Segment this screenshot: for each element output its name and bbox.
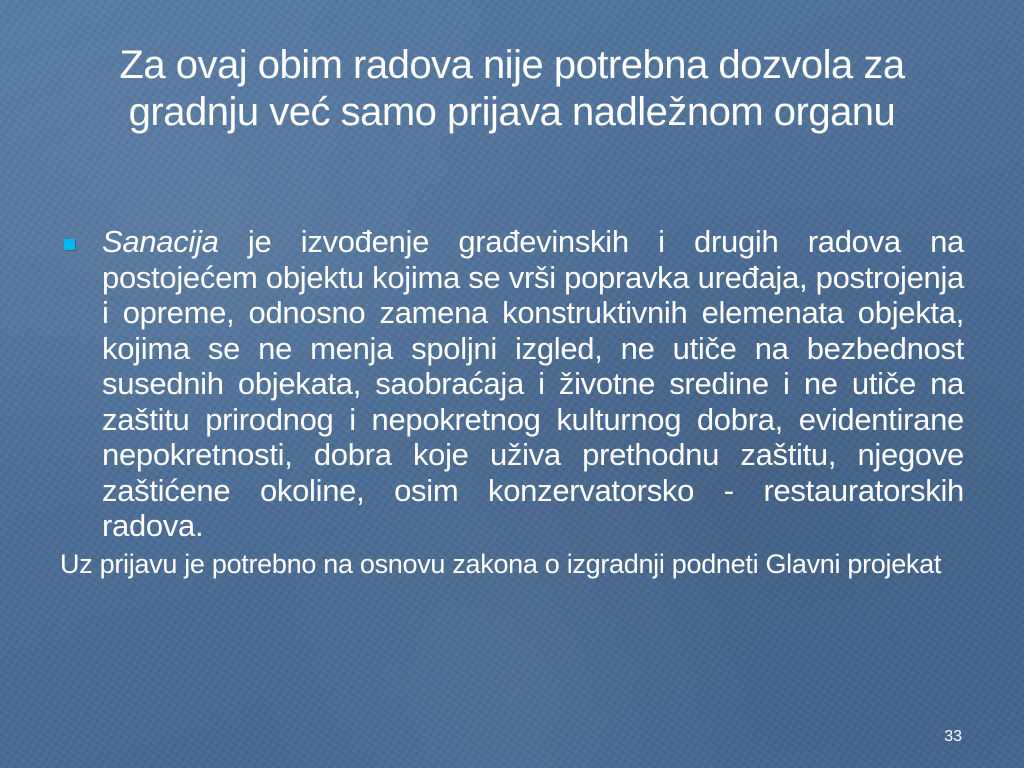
bullet-text: je izvođenje građevinskih i drugih radova na postojećem objektu kojima se vrši popravka uređaja, postrojenja i opreme, odnosno zamena konstruktivnih elemenata objekta, kojima se ne menja spoljni izgled, ne utiče na bezbednost susednih objekata, saobraćaja i životne sredine i ne utiče na zaštitu prirodnog i nepokretnog kulturnog dobra, evidentirane nepokretnosti, dobra koje uživa prethodnu zaštitu, njegove zaštićene okoline, osim konzervatorsko - restauratorskih radova. <box>102 224 964 543</box>
bullet-term: Sanacija <box>102 224 219 259</box>
square-bullet-icon <box>64 239 75 250</box>
bullet-item <box>60 224 964 544</box>
slide-title: Za ovaj obim radova nije potrebna dozvola za gradnju već samo prijava nadležnom organu <box>119 43 905 134</box>
slide-body <box>60 224 964 581</box>
page-number: 33 <box>944 728 962 745</box>
note-paragraph: Uz prijavu je potrebno na osnovu zakona o izgradnji podneti Glavni projekat <box>60 548 942 579</box>
